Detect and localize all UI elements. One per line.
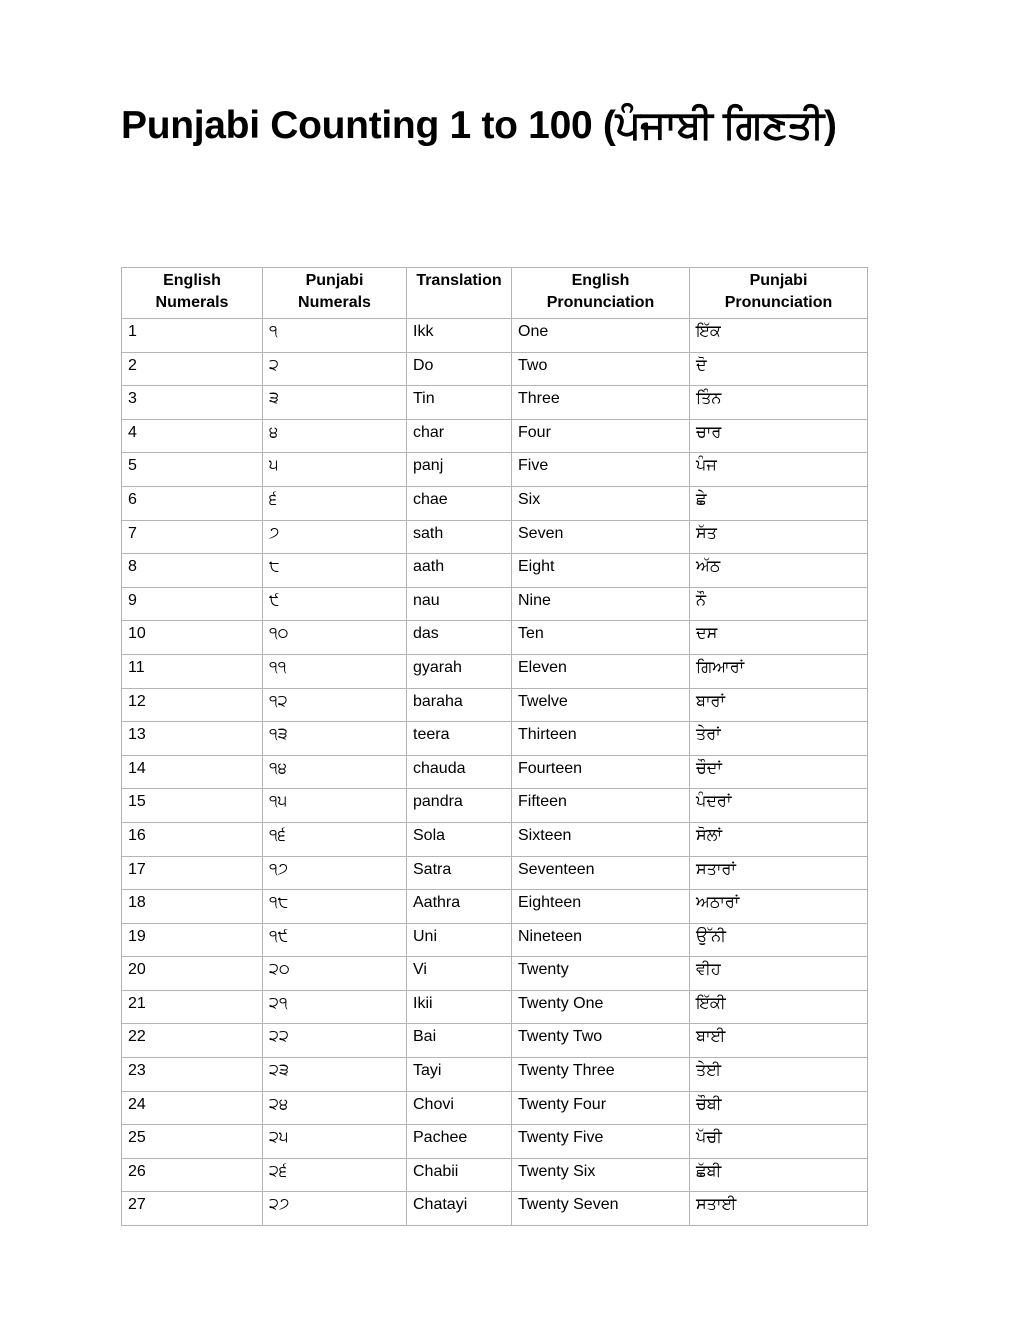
- table-row: [122, 1024, 868, 1058]
- english-numeral-cell: 2: [122, 352, 263, 386]
- table-row: [122, 789, 868, 823]
- translation-cell: Vi: [407, 957, 512, 991]
- punjabi-pronunciation-cell: ਇੱਕ: [690, 319, 868, 353]
- page-title: Punjabi Counting 1 to 100 (ਪੰਜਾਬੀ ਗਿਣਤੀ): [121, 104, 837, 147]
- english-pronunciation-cell: Twenty Five: [512, 1125, 690, 1159]
- translation-cell: Chabii: [407, 1158, 512, 1192]
- table-row: [122, 587, 868, 621]
- punjabi-pronunciation-cell: ਅਠਾਰਾਂ: [690, 890, 868, 924]
- english-pronunciation-cell: Twenty Three: [512, 1058, 690, 1092]
- translation-cell: Satra: [407, 856, 512, 890]
- english-numeral-cell: 19: [122, 923, 263, 957]
- english-pronunciation-cell: Twenty Two: [512, 1024, 690, 1058]
- english-numeral-cell: 25: [122, 1125, 263, 1159]
- table-row: [122, 822, 868, 856]
- english-numeral-cell: 21: [122, 990, 263, 1024]
- translation-cell: gyarah: [407, 654, 512, 688]
- translation-cell: baraha: [407, 688, 512, 722]
- table-row: [122, 621, 868, 655]
- translation-cell: teera: [407, 722, 512, 756]
- translation-cell: Pachee: [407, 1125, 512, 1159]
- table-row: [122, 957, 868, 991]
- punjabi-pronunciation-cell: ਚੌਦਾਂ: [690, 755, 868, 789]
- english-pronunciation-cell: Thirteen: [512, 722, 690, 756]
- table-row: [122, 419, 868, 453]
- translation-cell: Chovi: [407, 1091, 512, 1125]
- english-numeral-cell: 13: [122, 722, 263, 756]
- english-pronunciation-cell: Five: [512, 453, 690, 487]
- translation-cell: Do: [407, 352, 512, 386]
- table-row: [122, 486, 868, 520]
- punjabi-numeral-cell: ੨੫: [263, 1125, 407, 1159]
- header-punjabi-pronunciation: Punjabi Pronunciation: [690, 268, 868, 319]
- translation-cell: Bai: [407, 1024, 512, 1058]
- table-row: [122, 923, 868, 957]
- english-numeral-cell: 3: [122, 386, 263, 420]
- english-numeral-cell: 15: [122, 789, 263, 823]
- punjabi-numeral-cell: ੬: [263, 486, 407, 520]
- punjabi-numeral-cell: ੧੦: [263, 621, 407, 655]
- english-pronunciation-cell: Sixteen: [512, 822, 690, 856]
- english-numeral-cell: 11: [122, 654, 263, 688]
- punjabi-pronunciation-cell: ਛੱਬੀ: [690, 1158, 868, 1192]
- english-numeral-cell: 12: [122, 688, 263, 722]
- translation-cell: Aathra: [407, 890, 512, 924]
- punjabi-pronunciation-cell: ਤਿੰਨ: [690, 386, 868, 420]
- punjabi-pronunciation-cell: ਵੀਹ: [690, 957, 868, 991]
- counting-table: [121, 267, 868, 1226]
- english-numeral-cell: 22: [122, 1024, 263, 1058]
- translation-cell: aath: [407, 554, 512, 588]
- english-numeral-cell: 10: [122, 621, 263, 655]
- header-punjabi-numerals: Punjabi Numerals: [263, 268, 407, 319]
- punjabi-pronunciation-cell: ਸਤਾਰਾਂ: [690, 856, 868, 890]
- table-row: [122, 722, 868, 756]
- translation-cell: panj: [407, 453, 512, 487]
- translation-cell: Uni: [407, 923, 512, 957]
- table-row: [122, 856, 868, 890]
- english-pronunciation-cell: Four: [512, 419, 690, 453]
- punjabi-numeral-cell: ੧੮: [263, 890, 407, 924]
- english-pronunciation-cell: Two: [512, 352, 690, 386]
- table-row: [122, 520, 868, 554]
- english-numeral-cell: 24: [122, 1091, 263, 1125]
- table-row: [122, 1158, 868, 1192]
- table-row: [122, 319, 868, 353]
- english-numeral-cell: 4: [122, 419, 263, 453]
- punjabi-numeral-cell: ੨੬: [263, 1158, 407, 1192]
- english-pronunciation-cell: Eighteen: [512, 890, 690, 924]
- english-pronunciation-cell: Nineteen: [512, 923, 690, 957]
- punjabi-pronunciation-cell: ਦੋ: [690, 352, 868, 386]
- punjabi-pronunciation-cell: ਉੱਨੀ: [690, 923, 868, 957]
- english-pronunciation-cell: Twenty Six: [512, 1158, 690, 1192]
- punjabi-pronunciation-cell: ਸੋਲਾਂ: [690, 822, 868, 856]
- punjabi-numeral-cell: ੧: [263, 319, 407, 353]
- punjabi-numeral-cell: ੧੬: [263, 822, 407, 856]
- punjabi-pronunciation-cell: ਪੰਜ: [690, 453, 868, 487]
- table-body: [122, 319, 868, 1226]
- punjabi-numeral-cell: ੩: [263, 386, 407, 420]
- table-row: [122, 1125, 868, 1159]
- table-row: [122, 1192, 868, 1226]
- english-pronunciation-cell: One: [512, 319, 690, 353]
- punjabi-pronunciation-cell: ਤੇਈ: [690, 1058, 868, 1092]
- english-pronunciation-cell: Fourteen: [512, 755, 690, 789]
- translation-cell: chae: [407, 486, 512, 520]
- punjabi-pronunciation-cell: ਇੱਕੀ: [690, 990, 868, 1024]
- punjabi-numeral-cell: ੯: [263, 587, 407, 621]
- punjabi-numeral-cell: ੨੩: [263, 1058, 407, 1092]
- punjabi-numeral-cell: ੧੪: [263, 755, 407, 789]
- punjabi-pronunciation-cell: ਤੇਰਾਂ: [690, 722, 868, 756]
- table-row: [122, 654, 868, 688]
- punjabi-pronunciation-cell: ਦਸ: [690, 621, 868, 655]
- table-row: [122, 688, 868, 722]
- table-row: [122, 386, 868, 420]
- english-pronunciation-cell: Twenty Four: [512, 1091, 690, 1125]
- punjabi-pronunciation-cell: ਬਾਰਾਂ: [690, 688, 868, 722]
- english-numeral-cell: 16: [122, 822, 263, 856]
- english-numeral-cell: 18: [122, 890, 263, 924]
- translation-cell: Ikk: [407, 319, 512, 353]
- english-pronunciation-cell: Twelve: [512, 688, 690, 722]
- translation-cell: nau: [407, 587, 512, 621]
- header-english-numerals: English Numerals: [122, 268, 263, 319]
- punjabi-pronunciation-cell: ਬਾਈ: [690, 1024, 868, 1058]
- translation-cell: Sola: [407, 822, 512, 856]
- english-pronunciation-cell: Eight: [512, 554, 690, 588]
- english-pronunciation-cell: Twenty: [512, 957, 690, 991]
- translation-cell: pandra: [407, 789, 512, 823]
- punjabi-numeral-cell: ੨੨: [263, 1024, 407, 1058]
- punjabi-numeral-cell: ੧੫: [263, 789, 407, 823]
- english-numeral-cell: 14: [122, 755, 263, 789]
- table-header-row: [122, 268, 868, 319]
- english-pronunciation-cell: Six: [512, 486, 690, 520]
- punjabi-pronunciation-cell: ਚੌਬੀ: [690, 1091, 868, 1125]
- table-row: [122, 890, 868, 924]
- punjabi-numeral-cell: ੨੭: [263, 1192, 407, 1226]
- header-translation: Translation: [407, 268, 512, 319]
- english-numeral-cell: 8: [122, 554, 263, 588]
- punjabi-pronunciation-cell: ਪੰਦਰਾਂ: [690, 789, 868, 823]
- english-numeral-cell: 5: [122, 453, 263, 487]
- punjabi-numeral-cell: ੨੪: [263, 1091, 407, 1125]
- table-row: [122, 1058, 868, 1092]
- punjabi-pronunciation-cell: ਛੇ: [690, 486, 868, 520]
- punjabi-numeral-cell: ੨੧: [263, 990, 407, 1024]
- english-pronunciation-cell: Seven: [512, 520, 690, 554]
- table-row: [122, 1091, 868, 1125]
- punjabi-pronunciation-cell: ਪੱਚੀ: [690, 1125, 868, 1159]
- translation-cell: Chatayi: [407, 1192, 512, 1226]
- punjabi-numeral-cell: ੮: [263, 554, 407, 588]
- english-numeral-cell: 26: [122, 1158, 263, 1192]
- punjabi-numeral-cell: ੫: [263, 453, 407, 487]
- english-pronunciation-cell: Eleven: [512, 654, 690, 688]
- translation-cell: Ikii: [407, 990, 512, 1024]
- translation-cell: char: [407, 419, 512, 453]
- english-numeral-cell: 6: [122, 486, 263, 520]
- translation-cell: chauda: [407, 755, 512, 789]
- punjabi-numeral-cell: ੧੩: [263, 722, 407, 756]
- english-pronunciation-cell: Twenty One: [512, 990, 690, 1024]
- punjabi-pronunciation-cell: ਨੌ: [690, 587, 868, 621]
- punjabi-numeral-cell: ੧੧: [263, 654, 407, 688]
- english-numeral-cell: 20: [122, 957, 263, 991]
- table-row: [122, 352, 868, 386]
- english-numeral-cell: 27: [122, 1192, 263, 1226]
- punjabi-pronunciation-cell: ਚਾਰ: [690, 419, 868, 453]
- english-numeral-cell: 1: [122, 319, 263, 353]
- punjabi-numeral-cell: ੪: [263, 419, 407, 453]
- english-numeral-cell: 17: [122, 856, 263, 890]
- english-pronunciation-cell: Three: [512, 386, 690, 420]
- table-row: [122, 554, 868, 588]
- translation-cell: das: [407, 621, 512, 655]
- table-row: [122, 453, 868, 487]
- punjabi-numeral-cell: ੧੨: [263, 688, 407, 722]
- english-pronunciation-cell: Fifteen: [512, 789, 690, 823]
- header-english-pronunciation: English Pronunciation: [512, 268, 690, 319]
- table-row: [122, 990, 868, 1024]
- punjabi-numeral-cell: ੨: [263, 352, 407, 386]
- english-numeral-cell: 7: [122, 520, 263, 554]
- translation-cell: Tayi: [407, 1058, 512, 1092]
- english-pronunciation-cell: Nine: [512, 587, 690, 621]
- english-pronunciation-cell: Twenty Seven: [512, 1192, 690, 1226]
- punjabi-pronunciation-cell: ਅੱਠ: [690, 554, 868, 588]
- punjabi-pronunciation-cell: ਗਿਆਰਾਂ: [690, 654, 868, 688]
- punjabi-numeral-cell: ੧੭: [263, 856, 407, 890]
- punjabi-numeral-cell: ੧੯: [263, 923, 407, 957]
- english-numeral-cell: 23: [122, 1058, 263, 1092]
- english-pronunciation-cell: Ten: [512, 621, 690, 655]
- english-numeral-cell: 9: [122, 587, 263, 621]
- punjabi-numeral-cell: ੭: [263, 520, 407, 554]
- translation-cell: Tin: [407, 386, 512, 420]
- table-row: [122, 755, 868, 789]
- punjabi-numeral-cell: ੨੦: [263, 957, 407, 991]
- translation-cell: sath: [407, 520, 512, 554]
- punjabi-pronunciation-cell: ਸਤਾਈ: [690, 1192, 868, 1226]
- english-pronunciation-cell: Seventeen: [512, 856, 690, 890]
- punjabi-pronunciation-cell: ਸੱਤ: [690, 520, 868, 554]
